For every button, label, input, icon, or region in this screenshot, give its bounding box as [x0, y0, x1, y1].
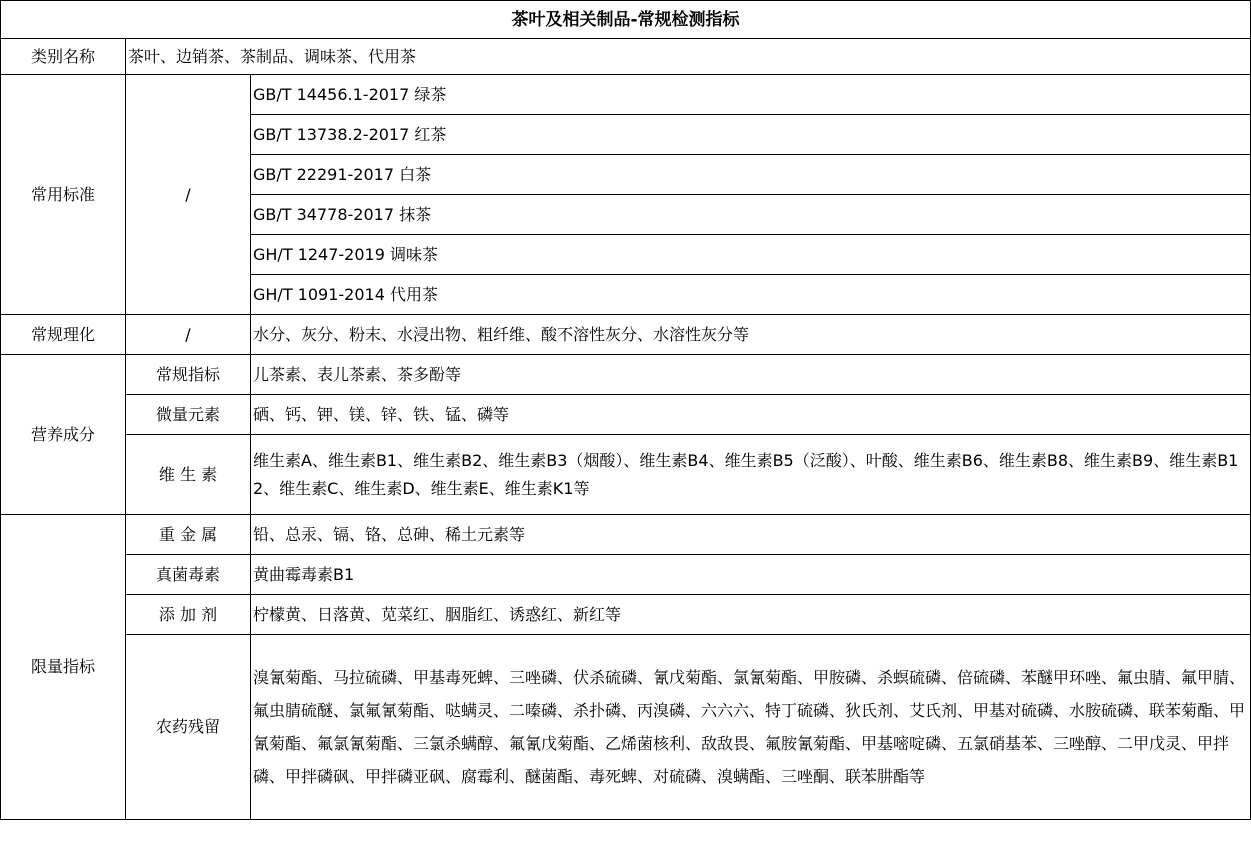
- category-label: 类别名称: [1, 39, 126, 75]
- nutrition-value: 硒、钙、钾、镁、锌、铁、锰、磷等: [251, 395, 1251, 435]
- table-title: 茶叶及相关制品-常规检测指标: [1, 1, 1251, 39]
- nutrition-sub: 维 生 素: [126, 435, 251, 515]
- standard-item: GH/T 1247-2019 调味茶: [251, 235, 1251, 275]
- standards-label: 常用标准: [1, 75, 126, 315]
- standard-item: GB/T 13738.2-2017 红茶: [251, 115, 1251, 155]
- limits-sub: 重 金 属: [126, 515, 251, 555]
- nutrition-row: [1, 355, 1251, 395]
- title-row: [1, 1, 1251, 39]
- limits-row: [1, 595, 1251, 635]
- standard-row: [1, 75, 1251, 115]
- limits-sub: 添 加 剂: [126, 595, 251, 635]
- limits-value: 溴氰菊酯、马拉硫磷、甲基毒死蜱、三唑磷、伏杀硫磷、氰戊菊酯、氯氰菊酯、甲胺磷、杀螟硫磷、倍硫磷、苯醚甲环唑、氟虫腈、氟甲腈、氟虫腈硫醚、氯氟氰菊酯、哒螨灵、二嗪磷、杀扑磷、丙溴磷、六六六、特丁硫磷、狄氏剂、艾氏剂、甲基对硫磷、水胺硫磷、联苯菊酯、甲氰菊酯、氟氯氰菊酯、三氯杀螨醇、氟氰戊菊酯、乙烯菌核利、敌敌畏、氟胺氰菊酯、甲基嘧啶磷、五氯硝基苯、三唑醇、二甲戊灵、甲拌磷、甲拌磷砜、甲拌磷亚砜、腐霉利、醚菌酯、毒死蜱、对硫磷、溴螨酯、三唑酮、联苯肼酯等: [251, 635, 1251, 820]
- physchem-sub: /: [126, 315, 251, 355]
- standards-sub: /: [126, 75, 251, 315]
- standard-item: GB/T 14456.1-2017 绿茶: [251, 75, 1251, 115]
- limits-sub: 农药残留: [126, 635, 251, 820]
- limits-row: [1, 555, 1251, 595]
- limits-row: [1, 635, 1251, 820]
- limits-sub: 真菌毒素: [126, 555, 251, 595]
- limits-value: 黄曲霉毒素B1: [251, 555, 1251, 595]
- standard-item: GB/T 34778-2017 抹茶: [251, 195, 1251, 235]
- standard-item: GB/T 22291-2017 白茶: [251, 155, 1251, 195]
- physchem-row: [1, 315, 1251, 355]
- nutrition-row: [1, 395, 1251, 435]
- category-row: [1, 39, 1251, 75]
- standard-item: GH/T 1091-2014 代用茶: [251, 275, 1251, 315]
- limits-label: 限量指标: [1, 515, 126, 820]
- nutrition-sub: 常规指标: [126, 355, 251, 395]
- nutrition-value: 维生素A、维生素B1、维生素B2、维生素B3（烟酸）、维生素B4、维生素B5（泛酸）、叶酸、维生素B6、维生素B8、维生素B9、维生素B12、维生素C、维生素D、维生素E、维生素K1等: [251, 435, 1251, 515]
- limits-row: [1, 515, 1251, 555]
- physchem-value: 水分、灰分、粉末、水浸出物、粗纤维、酸不溶性灰分、水溶性灰分等: [251, 315, 1251, 355]
- nutrition-label: 营养成分: [1, 355, 126, 515]
- limits-value: 柠檬黄、日落黄、苋菜红、胭脂红、诱惑红、新红等: [251, 595, 1251, 635]
- category-value: 茶叶、边销茶、茶制品、调味茶、代用茶: [126, 39, 1251, 75]
- nutrition-value: 儿茶素、表儿茶素、茶多酚等: [251, 355, 1251, 395]
- physchem-label: 常规理化: [1, 315, 126, 355]
- nutrition-row: [1, 435, 1251, 515]
- limits-value: 铅、总汞、镉、铬、总砷、稀土元素等: [251, 515, 1251, 555]
- nutrition-sub: 微量元素: [126, 395, 251, 435]
